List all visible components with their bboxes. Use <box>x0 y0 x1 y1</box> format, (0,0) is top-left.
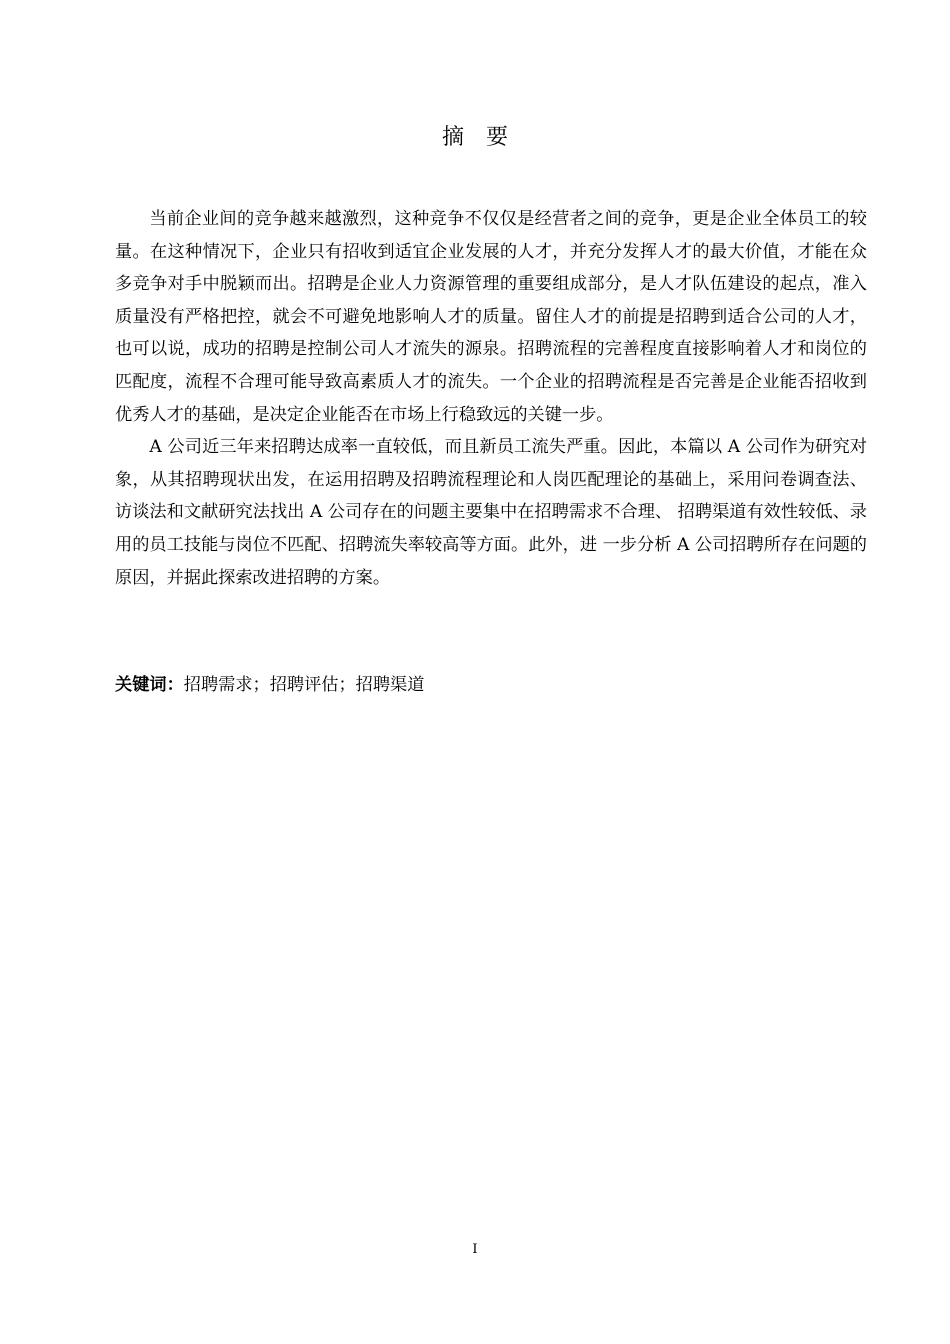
keywords-label: 关键词： <box>115 675 184 695</box>
page-number: I <box>472 1242 478 1257</box>
keywords-text: 招聘需求；招聘评估；招聘渠道 <box>183 675 425 695</box>
abstract-title: 摘要 <box>441 125 530 150</box>
keywords-line <box>115 669 867 701</box>
abstract-paragraph-2: A 公司近三年来招聘达成率一直较低，而且新员工流失严重。因此，本篇以 A 公司作为研究对象，从其招聘现状出发，在运用招聘及招聘流程理论和人岗匹配理论的基础上，采用问卷调查法、访谈法和文献研究法找出 A 公司存在的问题主要集中在招聘需求不合理、 招聘渠道有效性较低、录用的员工技能与岗位不匹配、招聘流失率较高等方面。此外，进 一步分析 A 公司招聘所存在问题的原因，并据此探索改进招聘的方案。 <box>115 437 867 588</box>
abstract-paragraph-1: 当前企业间的竞争越来越激烈，这种竞争不仅仅是经营者之间的竞争，更是企业全体员工的较量。在这种情况下，企业只有招收到适宜企业发展的人才，并充分发挥人才的最大价值，才能在众多竞争对手中脱颖而出。招聘是企业人力资源管理的重要组成部分，是人才队伍建设的起点，准入质量没有严格把控，就会不可避免地影响人才的质量。留住人才的前提是招聘到适合公司的人才，也可以说，成功的招聘是控制公司人才流失的源泉。招聘流程的完善程度直接影响着人才和岗位的匹配度，流程不合理可能导致高素质人才的流失。一个企业的招聘流程是否完善是企业能否招收到优秀人才的基础，是决定企业能否在市场上行稳致远的关键一步。 <box>115 209 867 425</box>
abstract-body <box>115 203 867 594</box>
